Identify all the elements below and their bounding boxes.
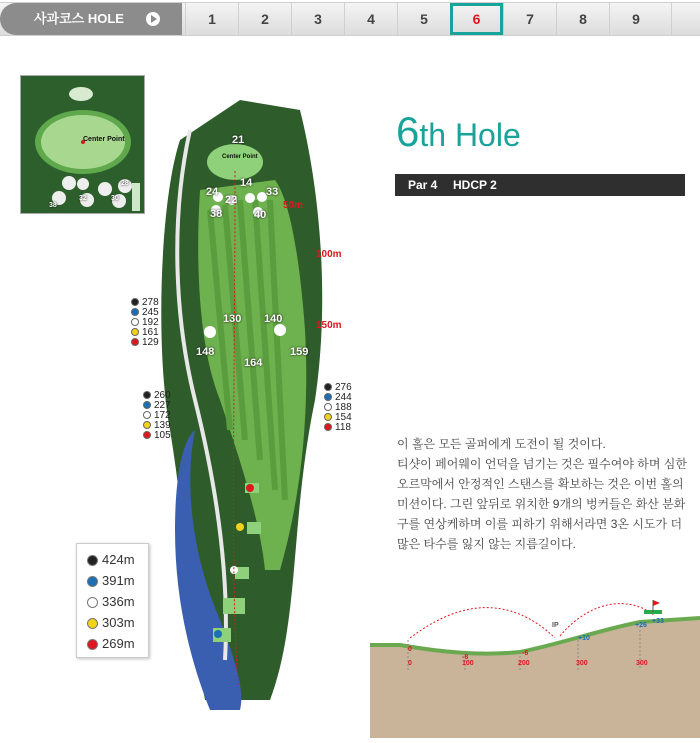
- landing-dist: 164: [244, 357, 263, 369]
- par-hdcp-bar: [395, 174, 685, 196]
- bunker-dist: 14: [240, 177, 253, 189]
- hole-number-21: 21: [232, 134, 245, 146]
- tee-dot-icon: [324, 403, 332, 411]
- yardage-value: 139: [154, 420, 171, 431]
- yardage-value: 276: [335, 382, 352, 393]
- distance-label: 200: [518, 660, 530, 667]
- tee-dot-icon: [143, 411, 151, 419]
- yardage-value: 192: [142, 317, 159, 328]
- tee-dot-icon: [324, 393, 332, 401]
- tee-dot-icon: [324, 383, 332, 391]
- bunker-dist: 22: [225, 194, 238, 206]
- yardage-value: 244: [335, 392, 352, 403]
- tee-dot-icon: [143, 391, 151, 399]
- hdcp-value: HDCP 2: [453, 178, 497, 192]
- hole-tab-9[interactable]: 9: [609, 3, 662, 35]
- elevation-label: -6: [522, 650, 529, 657]
- bunker-dist: 130: [223, 313, 242, 325]
- course-title: 사과코스 HOLE: [34, 11, 124, 26]
- yardage-value: 161: [142, 327, 159, 338]
- distance-label: 300: [576, 660, 588, 667]
- legend-row: [77, 612, 148, 633]
- elevation-profile: [370, 600, 700, 738]
- yardage-box-left-mid: [143, 391, 171, 441]
- yardage-value: 118: [335, 422, 351, 433]
- yardage-row: [324, 423, 352, 433]
- hole-description: [397, 434, 687, 554]
- legend-row: [77, 570, 148, 591]
- tee-dot-icon: [143, 421, 151, 429]
- legend-row: [77, 633, 148, 654]
- elevation-label: +26: [635, 622, 647, 629]
- yardage-box-right: [324, 383, 352, 433]
- hole-tab-4[interactable]: 4: [344, 3, 397, 35]
- bunker-dist: 38: [210, 208, 223, 220]
- elevation-label: -8: [462, 654, 469, 661]
- bunker-dist: 40: [254, 209, 267, 221]
- elevation-label: +33: [652, 618, 664, 625]
- hole-tab-2[interactable]: 2: [238, 3, 291, 35]
- hole-tab-7[interactable]: 7: [503, 3, 556, 35]
- center-point-label: Center Point: [83, 136, 125, 143]
- yardage-value: 245: [142, 307, 159, 318]
- tee-dot-icon: [324, 423, 332, 431]
- yardage-row: [143, 431, 171, 441]
- play-icon[interactable]: [146, 12, 160, 26]
- yardage-value: 188: [335, 402, 352, 413]
- yardage-box-left-top: [131, 298, 159, 348]
- yardage-value: 172: [154, 410, 171, 421]
- hole-tab-8[interactable]: 8: [556, 3, 609, 35]
- bunker-dist: 33: [266, 186, 279, 198]
- tee-dot-icon: [87, 597, 98, 608]
- elevation-label: +10: [578, 635, 590, 642]
- bunker-dist: 159: [290, 346, 309, 358]
- tee-dot-icon: [87, 555, 98, 566]
- hole-tab-6[interactable]: 6: [450, 3, 503, 35]
- distance-label: 100: [462, 660, 474, 667]
- tee-dot-icon: [131, 328, 139, 336]
- legend-value: 336m: [102, 594, 135, 609]
- tee-dot-icon: [87, 639, 98, 650]
- tee-dot-icon: [324, 413, 332, 421]
- legend-row: [77, 591, 148, 612]
- hole-tab-1[interactable]: 1: [185, 3, 238, 35]
- tee-dot-icon: [87, 576, 98, 587]
- distance-marker-100m: 100m: [316, 249, 342, 260]
- tee-dot-icon: [131, 318, 139, 326]
- elevation-label: 0: [408, 646, 412, 653]
- minimap-num: 28: [121, 180, 129, 187]
- bunker-dist: 140: [264, 313, 283, 325]
- minimap-num: 38: [49, 202, 57, 209]
- legend-row: [77, 549, 148, 570]
- yardage-row: [131, 338, 159, 348]
- tee-dot-icon: [131, 308, 139, 316]
- yardage-value: 227: [154, 400, 171, 411]
- minimap-num: 30: [111, 195, 119, 202]
- green-minimap-graphic: [21, 76, 144, 213]
- minimap-num: 32: [79, 195, 87, 202]
- par-value: Par 4: [408, 178, 438, 192]
- legend-value: 424m: [102, 552, 135, 567]
- legend-value: 303m: [102, 615, 135, 630]
- legend-value: 269m: [102, 636, 135, 651]
- elevation-profile-graphic: [370, 600, 700, 738]
- description-line-1: 이 홀은 모든 골퍼에게 도전이 될 것이다.: [397, 437, 606, 451]
- hole-title: [396, 108, 521, 156]
- yardage-value: 129: [142, 337, 159, 348]
- bunker-dist: 148: [196, 346, 215, 358]
- distance-label: 300: [636, 660, 648, 667]
- hole-tab-3[interactable]: 3: [291, 3, 344, 35]
- distance-marker-150m: 150m: [316, 320, 342, 331]
- bunker-dist: 24: [206, 186, 219, 198]
- tee-dot-icon: [143, 431, 151, 439]
- tee-dot-icon: [131, 338, 139, 346]
- yardage-value: 278: [142, 297, 159, 308]
- course-title-tab[interactable]: [0, 3, 182, 35]
- nav-end: [671, 3, 700, 35]
- ip-label: IP: [552, 622, 559, 629]
- hole-title-suffix: th Hole: [419, 117, 521, 153]
- tee-dot-icon: [87, 618, 98, 629]
- legend-value: 391m: [102, 573, 135, 588]
- tee-legend: [76, 543, 149, 658]
- yardage-value: 105: [154, 430, 171, 441]
- tee-dot-icon: [131, 298, 139, 306]
- green-center-label: Center Point: [222, 154, 258, 160]
- tee-dot-icon: [143, 401, 151, 409]
- hole-title-number: 6: [396, 108, 420, 155]
- distance-marker-50m: 50m: [283, 200, 304, 211]
- hole-tab-5[interactable]: 5: [397, 3, 450, 35]
- description-body: 티샷이 페어웨이 언덕을 넘기는 것은 필수여야 하며 심한 오르막에서 안정적인 스탠스를 확보하는 것은 이번 홀의 미션이다. 그린 앞뒤로 위치한 9개의 벙커들은 화산 분화구를 연상케하며 이를 피하기 위해서라면 3온 시도가 더 많은 타수를 잃지 않는 지름길이다.: [397, 457, 687, 551]
- hole-nav: [0, 2, 700, 36]
- green-minimap: [20, 75, 145, 214]
- yardage-value: 260: [154, 390, 171, 401]
- yardage-value: 154: [335, 412, 352, 423]
- distance-label: 0: [408, 660, 412, 667]
